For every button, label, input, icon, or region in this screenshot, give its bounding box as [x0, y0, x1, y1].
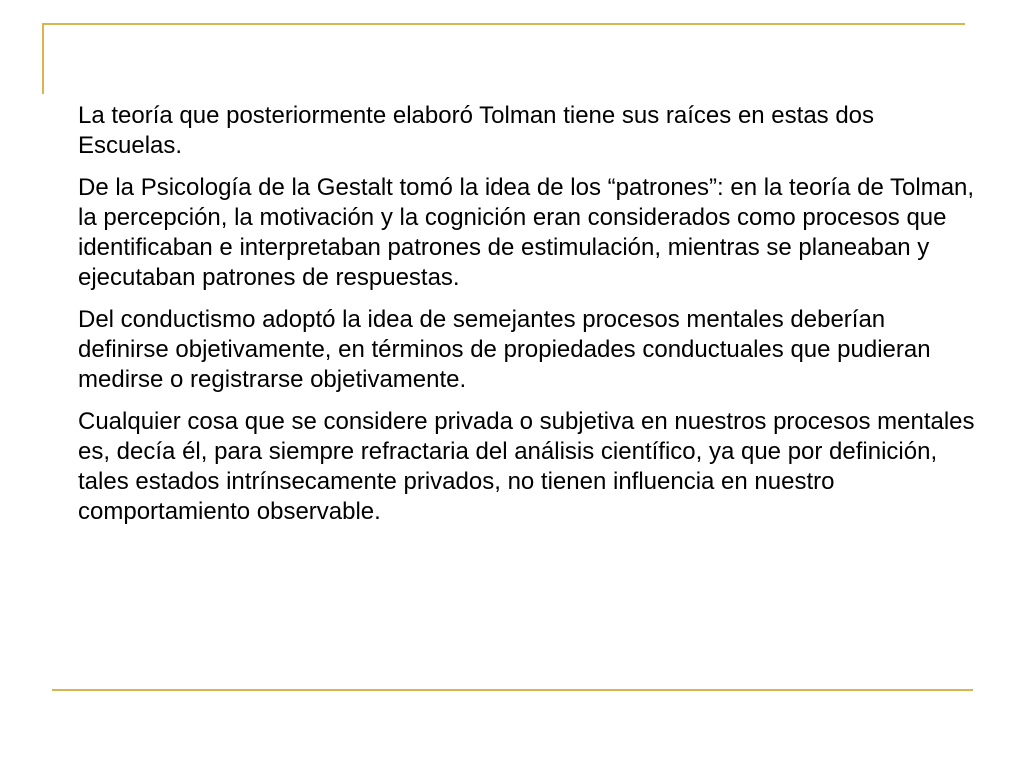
top-accent-rule — [42, 23, 965, 25]
paragraph-4: Cualquier cosa que se considere privada o subjetiva en nuestros procesos mentales es, decía él, para siempre refractaria del análisis científico, ya que por definición, tales estados intrínsecamente privados, no tienen influencia en nuestro comportamiento observable. — [78, 408, 975, 525]
paragraph-1: La teoría que posteriormente elaboró Tolman tiene sus raíces en estas dos Escuelas. — [78, 102, 875, 159]
bottom-accent-rule — [52, 689, 973, 691]
slide-body-text — [78, 101, 978, 539]
paragraph-3: Del conductismo adoptó la idea de semejantes procesos mentales deberían definirse objetivamente, en términos de propiedades conductuales que pudieran medirse o registrarse objetivamente. — [78, 306, 931, 393]
left-accent-rule — [42, 23, 44, 94]
paragraph-2: De la Psicología de la Gestalt tomó la idea de los “patrones”: en la teoría de Tolman, la percepción, la motivación y la cognición eran considerados como procesos que identificaban e interpretaban patrones de estimulación, mientras se planeaban y ejecutaban patrones de respuestas. — [78, 174, 975, 291]
